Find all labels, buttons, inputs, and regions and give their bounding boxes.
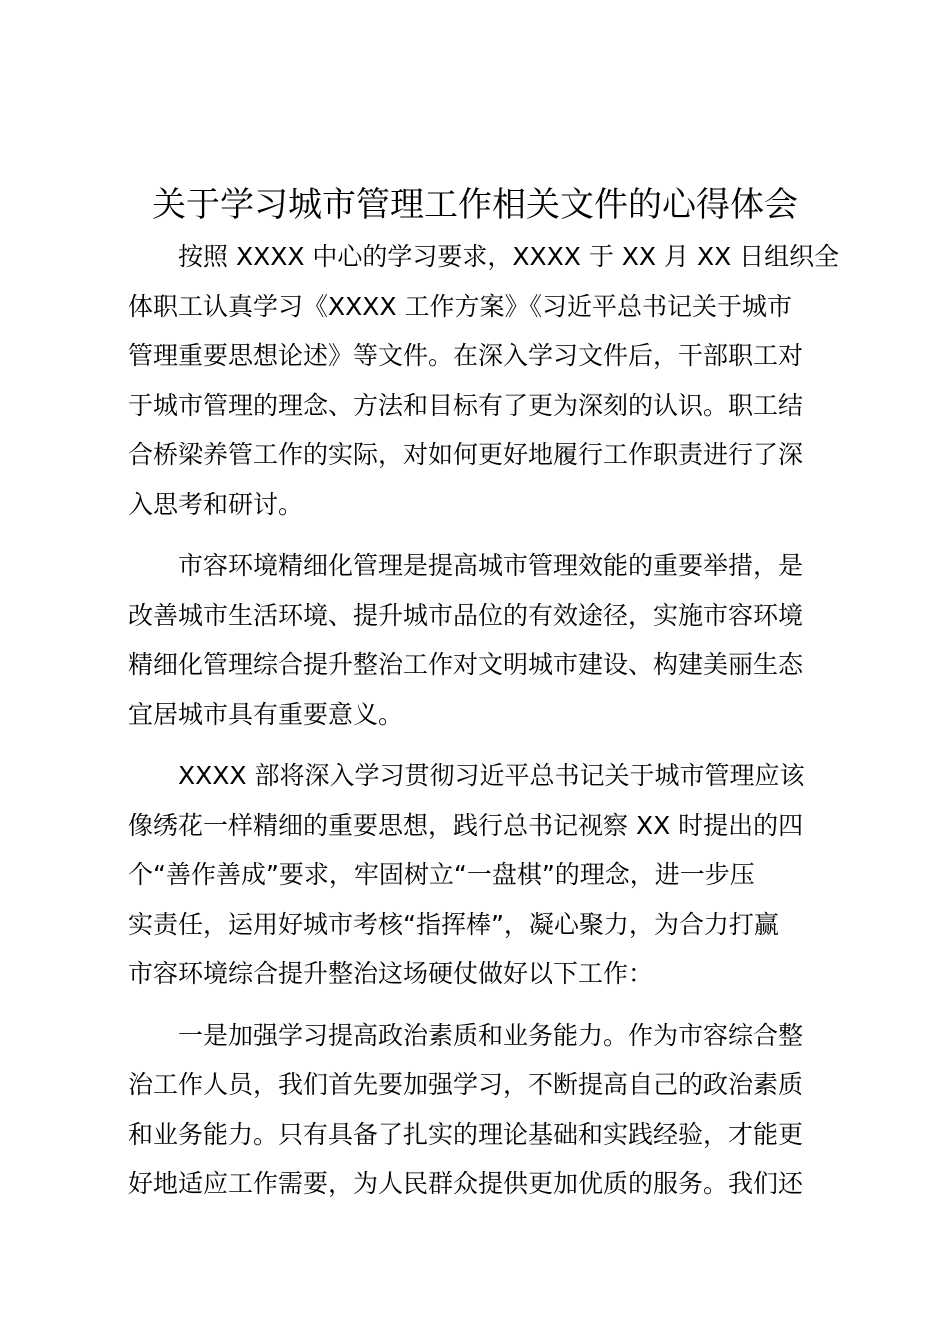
paragraph-line: 个“善作善成”要求，牢固树立“一盘棋”的理念，进一步压	[128, 860, 755, 889]
paragraph-1	[128, 232, 840, 529]
paragraph-line: 于城市管理的理念、方法和目标有了更为深刻的认识。职工结	[128, 390, 804, 420]
paragraph-line: 好地适应工作需要，为人民群众提供更加优质的服务。我们还	[128, 1169, 804, 1198]
paragraph-line: 一是加强学习提高政治素质和业务能力。作为市容综合整	[178, 1020, 804, 1050]
paragraph-line: 市容环境综合提升整治这场硬仗做好以下工作：	[128, 959, 654, 988]
paragraph-line: 精细化管理综合提升整治工作对文明城市建设、构建美丽生态	[128, 650, 804, 679]
paragraph-line: 像绣花一样精细的重要思想，践行总书记视察 XX 时提出的四	[128, 810, 804, 840]
paragraph-line: 体职工认真学习《XXXX 工作方案》《习近平总书记关于城市	[128, 291, 792, 321]
paragraph-line: 管理重要思想论述》等文件。在深入学习文件后，干部职工对	[128, 341, 804, 370]
paragraph-line: 入思考和研讨。	[128, 489, 304, 519]
paragraph-line: 合桥梁养管工作的实际，对如何更好地履行工作职责进行了深	[128, 440, 804, 469]
paragraph-line: 宜居城市具有重要意义。	[128, 699, 404, 729]
paragraph-line: 和业务能力。只有具备了扎实的理论基础和实践经验，才能更	[128, 1119, 804, 1149]
document-body	[128, 232, 840, 1209]
document-title: 关于学习城市管理工作相关文件的心得体会	[152, 185, 798, 225]
paragraph-line: 改善城市生活环境、提升城市品位的有效途径，实施市容环境	[128, 600, 804, 630]
paragraph-line: 按照 XXXX 中心的学习要求，XXXX 于 XX 月 XX 日组织全	[178, 242, 840, 271]
paragraph-line: XXXX 部将深入学习贯彻习近平总书记关于城市管理应该	[178, 761, 805, 790]
paragraph-line: 市容环境精细化管理是提高城市管理效能的重要举措，是	[178, 551, 804, 580]
paragraph-4	[128, 1011, 840, 1209]
paragraph-3	[128, 751, 840, 999]
paragraph-2	[128, 541, 840, 739]
paragraph-line: 实责任，运用好城市考核“指挥棒”，凝心聚力，为合力打赢	[128, 909, 779, 939]
paragraph-line: 治工作人员，我们首先要加强学习，不断提高自己的政治素质	[128, 1070, 804, 1099]
